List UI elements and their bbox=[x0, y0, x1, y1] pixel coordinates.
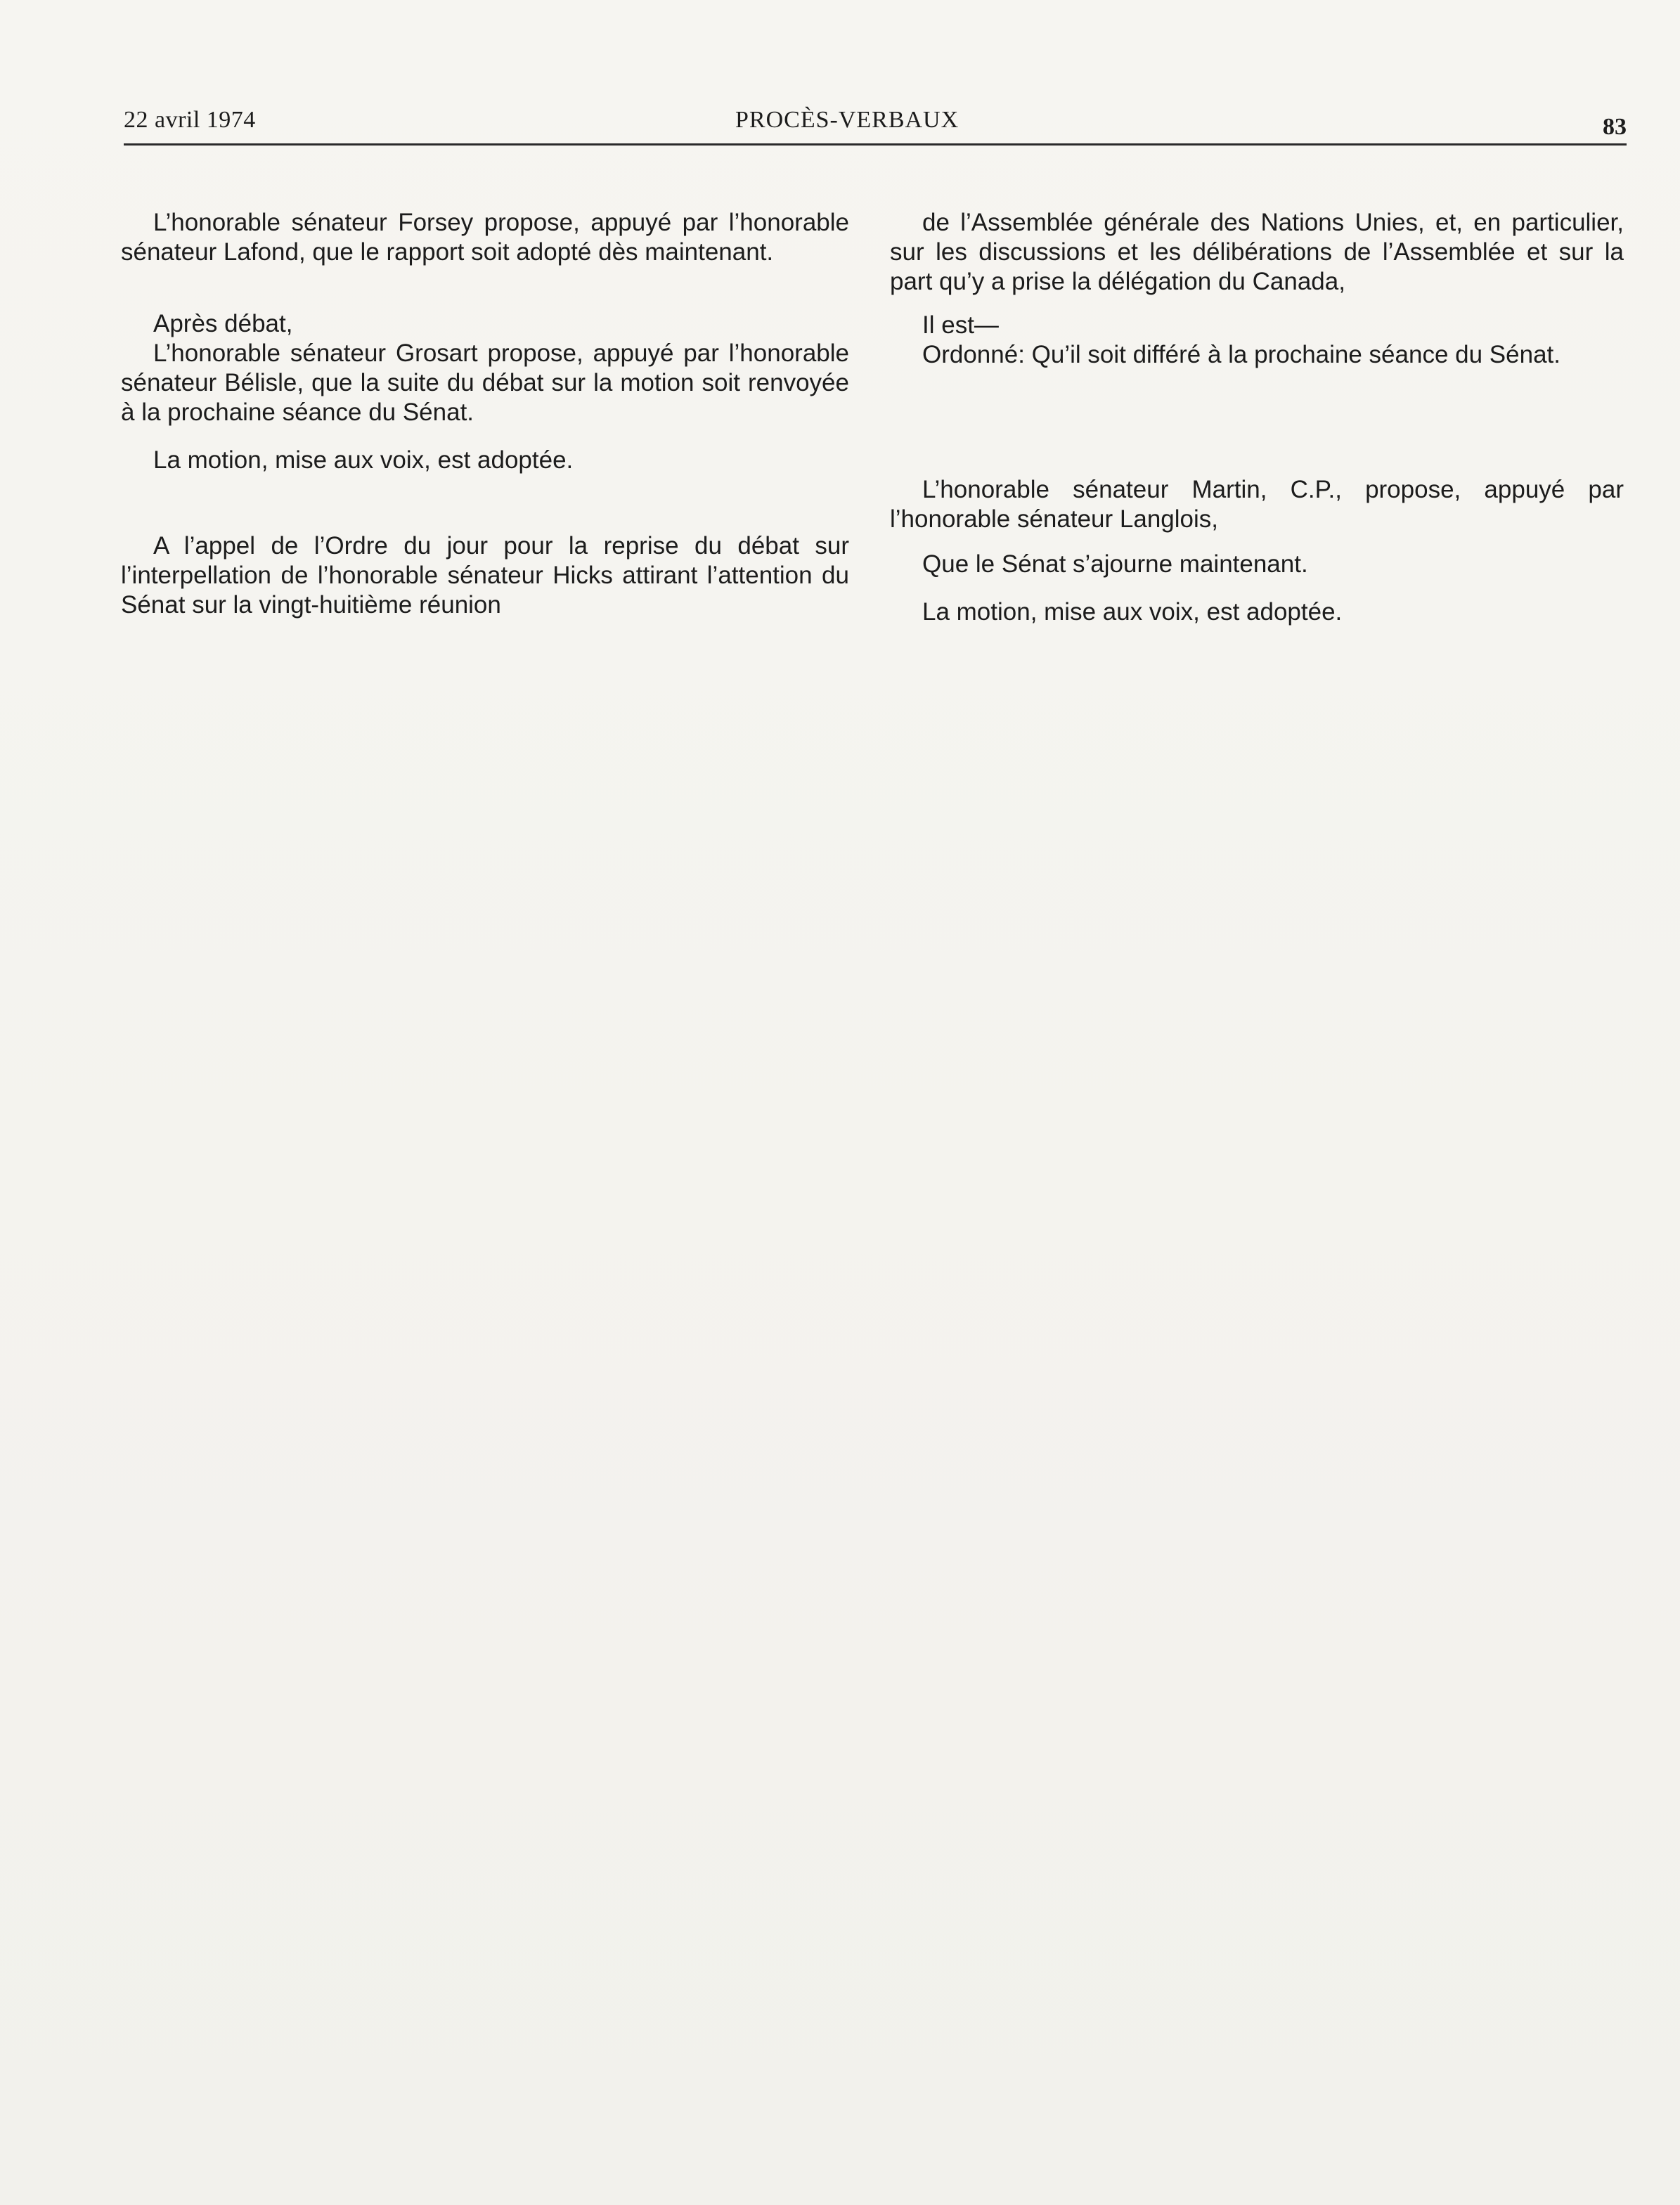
page-number: 83 bbox=[1603, 114, 1627, 140]
left-paragraph-3-block bbox=[121, 446, 849, 475]
left-paragraph-1-block bbox=[121, 208, 849, 267]
header-rule bbox=[124, 143, 1627, 146]
right-paragraph-2-line-2: Ordonné: Qu’il soit différé à la prochaine séance du Sénat. bbox=[922, 341, 1561, 368]
right-paragraph-4-block bbox=[890, 550, 1624, 579]
right-paragraph-3-block bbox=[890, 475, 1624, 534]
right-paragraph-5-block bbox=[890, 597, 1624, 627]
left-paragraph-4-block bbox=[121, 531, 849, 620]
right-paragraph-3: L’honorable sénateur Martin, C.P., propose, appuyé par l’honorable sénateur Langlois, bbox=[890, 476, 1624, 533]
left-paragraph-2-line-2: L’honorable sénateur Grosart propose, appuyé par l’honorable sénateur Bélisle, que la suite du débat sur la motion soit renvoyée à la prochaine séance du Sénat. bbox=[121, 340, 849, 426]
header-title: PROCÈS-VERBAUX bbox=[735, 107, 959, 133]
left-paragraph-1: L’honorable sénateur Forsey propose, appuyé par l’honorable sénateur Lafond, que le rapport soit adopté dès maintenant. bbox=[121, 209, 849, 266]
right-paragraph-1-block bbox=[890, 208, 1624, 297]
page-header bbox=[124, 107, 1627, 149]
left-paragraph-2-block bbox=[121, 309, 849, 427]
right-paragraph-5: La motion, mise aux voix, est adoptée. bbox=[922, 598, 1343, 626]
left-paragraph-3: La motion, mise aux voix, est adoptée. bbox=[153, 446, 574, 474]
left-paragraph-4: A l’appel de l’Ordre du jour pour la reprise du débat sur l’interpellation de l’honorable sénateur Hicks attirant l’attention du Sénat sur la vingt-huitième réunion bbox=[121, 532, 849, 619]
right-paragraph-4: Que le Sénat s’ajourne maintenant. bbox=[922, 550, 1308, 578]
header-date: 22 avril 1974 bbox=[124, 107, 256, 133]
right-paragraph-1: de l’Assemblée générale des Nations Unies, et, en particulier, sur les discussions et les délibérations de l’Assemblée et sur la part qu’y a prise la délégation du Canada, bbox=[890, 209, 1624, 295]
right-paragraph-2-block bbox=[890, 311, 1624, 370]
right-paragraph-2-line-1: Il est— bbox=[922, 311, 999, 339]
left-paragraph-2-line-1: Après débat, bbox=[153, 310, 293, 337]
